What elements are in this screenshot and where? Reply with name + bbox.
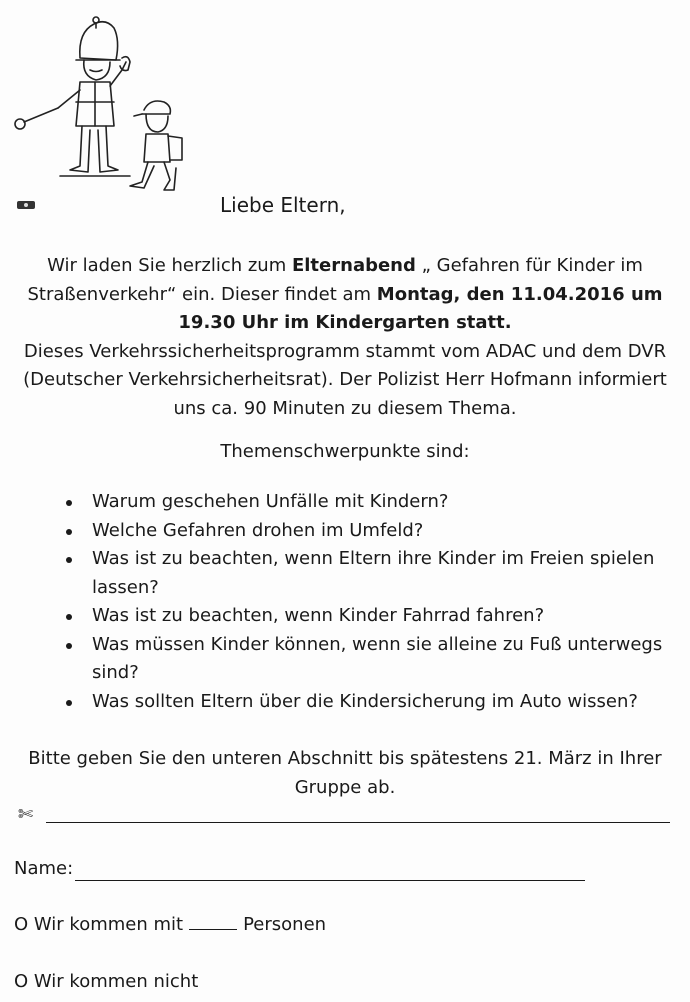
cut-line (18, 806, 670, 824)
cut-rule (46, 822, 670, 823)
topic-text: Was ist zu beachten, wenn Eltern ihre Kinder im Freien spielen lassen? (92, 548, 655, 598)
topic-item (60, 602, 680, 631)
option-attending[interactable] (14, 914, 326, 935)
option-attending-label: O Wir kommen mit (14, 914, 184, 935)
police-and-child-illustration (10, 10, 195, 200)
persons-count-field[interactable] (189, 928, 237, 930)
intro-part-1: Wir laden Sie herzlich zum (47, 255, 292, 276)
salutation: Liebe Eltern, (220, 193, 346, 217)
topic-item (60, 488, 680, 517)
topic-text: Was müssen Kinder können, wenn sie alleine zu Fuß unterwegs sind? (92, 633, 663, 683)
return-instructions: Bitte geben Sie den unteren Abschnitt bis spätestens 21. März in Ihrer Gruppe ab. (28, 748, 662, 798)
bullet-icon (66, 700, 72, 706)
bullet-icon (66, 557, 72, 563)
name-label: Name: (14, 858, 74, 879)
scissors-icon: ✄ (18, 804, 34, 825)
intro-part-3: „ Gefahren für Kinder im Straßenverkehr“ ein. Dieser findet am (27, 255, 643, 305)
bullet-icon (66, 643, 72, 649)
topic-text: Was sollten Eltern über die Kindersicherung im Auto wissen? (92, 690, 638, 712)
bullet-icon (66, 529, 72, 535)
event-name: Elternabend (291, 255, 416, 276)
topic-item (60, 631, 680, 688)
option-not-attending[interactable]: O Wir kommen nicht (14, 971, 199, 992)
name-field[interactable] (75, 880, 585, 881)
bullet-icon (66, 500, 72, 506)
topic-item (60, 688, 680, 717)
topics-heading: Themenschwerpunkte sind: (220, 441, 470, 462)
camera-icon (16, 200, 36, 210)
topic-text: Was ist zu beachten, wenn Kinder Fahrrad fahren? (92, 605, 545, 626)
topic-item (60, 517, 680, 546)
option-attending-suffix: Personen (243, 914, 327, 935)
invitation-text (14, 252, 676, 423)
event-date-time: Montag, den 11.04.2016 um 19.30 Uhr im Kindergarten statt. (178, 283, 663, 333)
topic-text: Warum geschehen Unfälle mit Kindern? (92, 491, 449, 512)
program-description: Dieses Verkehrssicherheitsprogramm stammt vom ADAC und dem DVR (Deutscher Verkehrsicherheitsrat). Der Polizist Herr Hofmann informiert uns ca. 90 Minuten zu diesem Thema. (23, 340, 667, 419)
topic-item (60, 545, 680, 602)
topics-list (60, 488, 680, 716)
topic-text: Welche Gefahren drohen im Umfeld? (92, 519, 424, 541)
bullet-icon (66, 614, 72, 620)
